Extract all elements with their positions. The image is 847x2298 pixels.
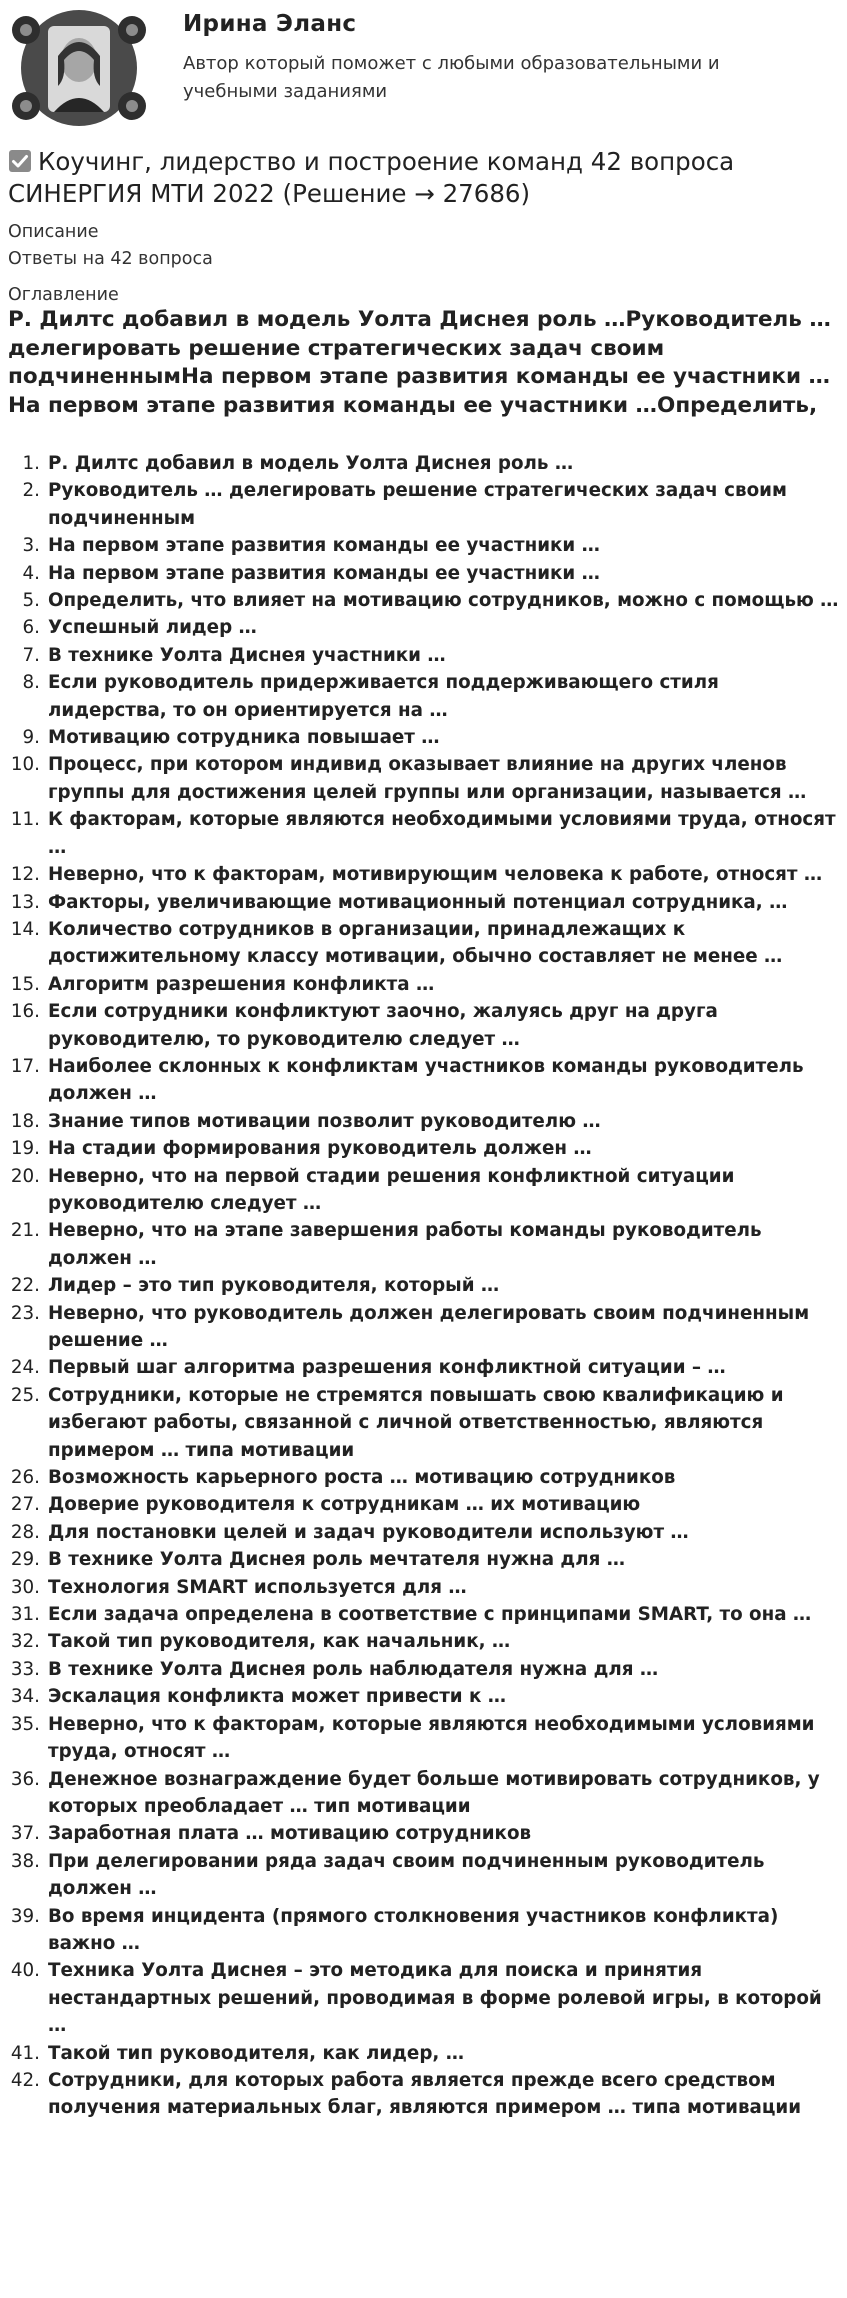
toc-item-number: 13.: [10, 891, 40, 913]
toc-item-number: 20.: [10, 1165, 40, 1187]
toc-item-number: 1.: [22, 453, 40, 474]
toc-item[interactable]: [0, 1820, 847, 1847]
author-description: Автор который поможет с любыми образовательными и учебными заданиями: [183, 53, 720, 102]
toc-label: Оглавление: [8, 285, 119, 305]
toc-item[interactable]: [0, 669, 847, 724]
toc-item[interactable]: [0, 1135, 847, 1162]
toc-item[interactable]: [0, 1766, 847, 1821]
toc-item[interactable]: [0, 1354, 847, 1381]
toc-item[interactable]: [0, 1491, 847, 1518]
toc-item[interactable]: [0, 724, 847, 751]
toc-item-number: 32.: [10, 1631, 40, 1653]
toc-item-number: 29.: [10, 1549, 40, 1571]
toc-item[interactable]: [0, 1546, 847, 1573]
toc-item-text[interactable]: На первом этапе развития команды ее участники …: [48, 535, 600, 557]
toc-item[interactable]: [0, 1683, 847, 1710]
toc-item-text[interactable]: Возможность карьерного роста … мотивацию сотрудников: [48, 1467, 676, 1489]
toc-item-text[interactable]: Доверие руководителя к сотрудникам … их мотивацию: [48, 1494, 641, 1516]
toc-item-text[interactable]: В технике Уолта Диснея участники …: [48, 644, 446, 666]
toc-item[interactable]: [0, 1656, 847, 1683]
toc-item-number: 38.: [10, 1850, 40, 1872]
toc-item-text[interactable]: Для постановки целей и задач руководители используют …: [48, 1521, 689, 1543]
toc-item-number: 4.: [22, 562, 40, 584]
toc-item-number: 40.: [10, 1960, 40, 1982]
toc-item-number: 8.: [22, 672, 40, 694]
toc-item[interactable]: [0, 477, 847, 532]
toc-item[interactable]: [0, 1053, 847, 1108]
toc-item-number: 23.: [10, 1302, 40, 1324]
toc-item-number: 24.: [10, 1357, 40, 1379]
toc-item[interactable]: [0, 450, 847, 477]
toc-item[interactable]: [0, 998, 847, 1053]
toc-item-text[interactable]: Если сотрудники конфликтуют заочно, жалуясь друг на друга руководителю, то руководителю следует …: [48, 1001, 718, 1050]
toc-item-text[interactable]: Денежное вознаграждение будет больше мотивировать сотрудников, у которых преобладает … тип мотивации: [48, 1768, 820, 1817]
toc-item-number: 15.: [10, 973, 40, 995]
toc-item-text[interactable]: Заработная плата … мотивацию сотрудников: [48, 1823, 532, 1845]
toc-item[interactable]: [0, 560, 847, 587]
toc-item-text[interactable]: Знание типов мотивации позволит руководителю …: [48, 1110, 601, 1132]
toc-item-number: 10.: [10, 754, 40, 776]
toc-item-number: 31.: [10, 1604, 40, 1626]
toc-item-number: 30.: [10, 1576, 40, 1598]
toc-item-number: 34.: [10, 1686, 40, 1708]
toc-item[interactable]: [0, 1574, 847, 1601]
toc-item-text[interactable]: Неверно, что к факторам, мотивирующим человека к работе, относят …: [48, 864, 823, 886]
toc-item-number: 16.: [10, 1001, 40, 1023]
toc-item[interactable]: [0, 751, 847, 806]
toc-item[interactable]: [0, 971, 847, 998]
toc-item-number: 14.: [10, 918, 40, 940]
toc-item-text[interactable]: Сотрудники, для которых работа является прежде всего средством получения материальных благ, являются примером … типа мотивации: [48, 2069, 802, 2119]
toc-item[interactable]: [0, 1163, 847, 1218]
toc-item-number: 11.: [10, 809, 40, 831]
toc-item[interactable]: [0, 1272, 847, 1299]
toc-item[interactable]: [0, 1848, 847, 1903]
page-title-text: Коучинг, лидерство и построение команд 42 вопроса СИНЕРГИЯ МТИ 2022 (Решение → 27686): [8, 147, 735, 208]
toc-item[interactable]: [0, 1903, 847, 1958]
toc-item[interactable]: [0, 1519, 847, 1546]
toc-item-number: 6.: [22, 617, 40, 639]
toc-item-number: 19.: [10, 1138, 40, 1160]
toc-item-text[interactable]: Первый шаг алгоритма разрешения конфликтной ситуации – …: [48, 1357, 726, 1379]
toc-item-text[interactable]: Такой тип руководителя, как начальник, …: [48, 1631, 511, 1653]
toc-item-number: 2.: [22, 480, 40, 502]
toc-item[interactable]: [0, 1382, 847, 1464]
toc-item[interactable]: [0, 532, 847, 559]
toc-item-text[interactable]: На первом этапе развития команды ее участники …: [48, 562, 600, 584]
toc-item-text[interactable]: Мотивацию сотрудника повышает …: [48, 727, 440, 749]
toc-item-text[interactable]: Неверно, что руководитель должен делегировать своим подчиненным решение …: [48, 1302, 810, 1351]
toc-item-text[interactable]: Неверно, что на первой стадии решения конфликтной ситуации руководителю следует …: [48, 1165, 735, 1214]
toc-item[interactable]: [0, 1601, 847, 1628]
toc-item-text[interactable]: Сотрудники, которые не стремятся повышать свою квалификацию и избегают работы, связанной с личной ответственностью, являются примером … типа мотивации: [48, 1384, 784, 1461]
table-of-contents: [0, 450, 847, 2122]
toc-item[interactable]: [0, 806, 847, 861]
toc-item-number: 21.: [10, 1220, 40, 1242]
toc-item-text[interactable]: Если задача определена в соответствие с принципами SMART, то она …: [48, 1604, 812, 1626]
toc-item[interactable]: [0, 587, 847, 614]
author-name[interactable]: Ирина Эланс: [183, 11, 357, 37]
toc-heading: Р. Дилтс добавил в модель Уолта Диснея роль …Руководитель … делегировать решение стратегических задач своим подчиненнымНа первом этапе развития команды ее участники …На первом этапе развития команды ее участники …Определить,: [8, 307, 831, 418]
toc-item-text[interactable]: Техника Уолта Диснея – это методика для поиска и принятия нестандартных решений, проводимая в форме ролевой игры, в которой …: [48, 1960, 822, 2037]
toc-item[interactable]: [0, 2040, 847, 2067]
toc-item-text[interactable]: Если руководитель придерживается поддерживающего стиля лидерства, то он ориентируется на …: [48, 672, 719, 721]
toc-item-text[interactable]: Неверно, что к факторам, которые являются необходимыми условиями труда, относят …: [48, 1713, 815, 1763]
toc-item[interactable]: [0, 1108, 847, 1135]
toc-item-text[interactable]: В технике Уолта Диснея роль мечтателя нужна для …: [48, 1549, 625, 1571]
page-title: [8, 146, 838, 210]
toc-item-text[interactable]: Лидер – это тип руководителя, который …: [48, 1275, 500, 1297]
toc-item-text[interactable]: Факторы, увеличивающие мотивационный потенциал сотрудника, …: [48, 891, 788, 913]
toc-item-text[interactable]: Процесс, при котором индивид оказывает влияние на других членов группы для достижения целей группы или организации, называется …: [48, 754, 807, 803]
toc-item-text[interactable]: Эскалация конфликта может привести к …: [48, 1686, 507, 1708]
toc-item-text[interactable]: При делегировании ряда задач своим подчиненным руководитель должен …: [48, 1850, 765, 1900]
toc-item-text[interactable]: Количество сотрудников в организации, принадлежащих к достижительному классу мотивации, обычно составляет не менее …: [48, 918, 783, 968]
toc-item-text[interactable]: На стадии формирования руководитель должен …: [48, 1138, 592, 1160]
toc-item-text[interactable]: В технике Уолта Диснея роль наблюдателя нужна для …: [48, 1658, 659, 1680]
toc-item-number: 36.: [10, 1768, 40, 1790]
toc-item-number: 37.: [10, 1823, 40, 1845]
toc-item-number: 28.: [10, 1521, 40, 1543]
toc-item-text[interactable]: Руководитель … делегировать решение стратегических задач своим подчиненным: [48, 480, 787, 529]
toc-item-number: 42.: [10, 2069, 40, 2091]
toc-item-text[interactable]: Успешный лидер …: [48, 617, 257, 639]
toc-item-number: 17.: [10, 1055, 40, 1077]
toc-item-text[interactable]: К факторам, которые являются необходимыми условиями труда, относят …: [48, 809, 836, 858]
toc-item[interactable]: [0, 1217, 847, 1272]
toc-item-number: 5.: [22, 590, 40, 612]
author-card: [0, 0, 847, 135]
toc-item-number: 26.: [10, 1467, 40, 1489]
toc-item[interactable]: [0, 1464, 847, 1491]
toc-item-number: 12.: [10, 864, 40, 886]
toc-item-text[interactable]: Неверно, что на этапе завершения работы команды руководитель должен …: [48, 1220, 762, 1269]
toc-item-number: 33.: [10, 1658, 40, 1680]
toc-item-text[interactable]: Определить, что влияет на мотивацию сотрудников, можно с помощью …: [48, 590, 839, 612]
toc-item[interactable]: [0, 1300, 847, 1355]
toc-item-text[interactable]: Алгоритм разрешения конфликта …: [48, 973, 435, 995]
toc-item[interactable]: [0, 614, 847, 641]
toc-item-number: 3.: [22, 535, 40, 557]
toc-item-text[interactable]: Такой тип руководителя, как лидер, …: [48, 2042, 465, 2064]
toc-item[interactable]: [0, 1957, 847, 2039]
toc-item[interactable]: [0, 2067, 847, 2122]
toc-item-number: 41.: [10, 2042, 40, 2064]
author-avatar[interactable]: [8, 8, 150, 128]
toc-item-text[interactable]: Р. Дилтс добавил в модель Уолта Диснея роль …: [48, 453, 574, 474]
toc-item-number: 18.: [10, 1110, 40, 1132]
toc-item[interactable]: [0, 861, 847, 888]
toc-item[interactable]: [0, 1711, 847, 1766]
toc-item-number: 9.: [22, 727, 40, 749]
toc-item-number: 27.: [10, 1494, 40, 1516]
toc-item-number: 7.: [22, 644, 40, 666]
description-label: Описание: [8, 222, 99, 242]
toc-item[interactable]: [0, 916, 847, 971]
toc-item[interactable]: [0, 889, 847, 916]
description-text: Ответы на 42 вопроса: [8, 249, 213, 269]
toc-item[interactable]: [0, 642, 847, 669]
checkbox-icon: [8, 149, 32, 173]
toc-item-number: 25.: [10, 1384, 40, 1406]
toc-item-number: 22.: [10, 1275, 40, 1297]
toc-item-text[interactable]: Наиболее склонных к конфликтам участников команды руководитель должен …: [48, 1055, 804, 1105]
toc-item-text[interactable]: Во время инцидента (прямого столкновения участников конфликта) важно …: [48, 1905, 779, 1954]
toc-item-number: 35.: [10, 1713, 40, 1735]
toc-item-number: 39.: [10, 1905, 40, 1927]
toc-item[interactable]: [0, 1628, 847, 1655]
toc-item-text[interactable]: Технология SMART используется для …: [48, 1576, 467, 1598]
